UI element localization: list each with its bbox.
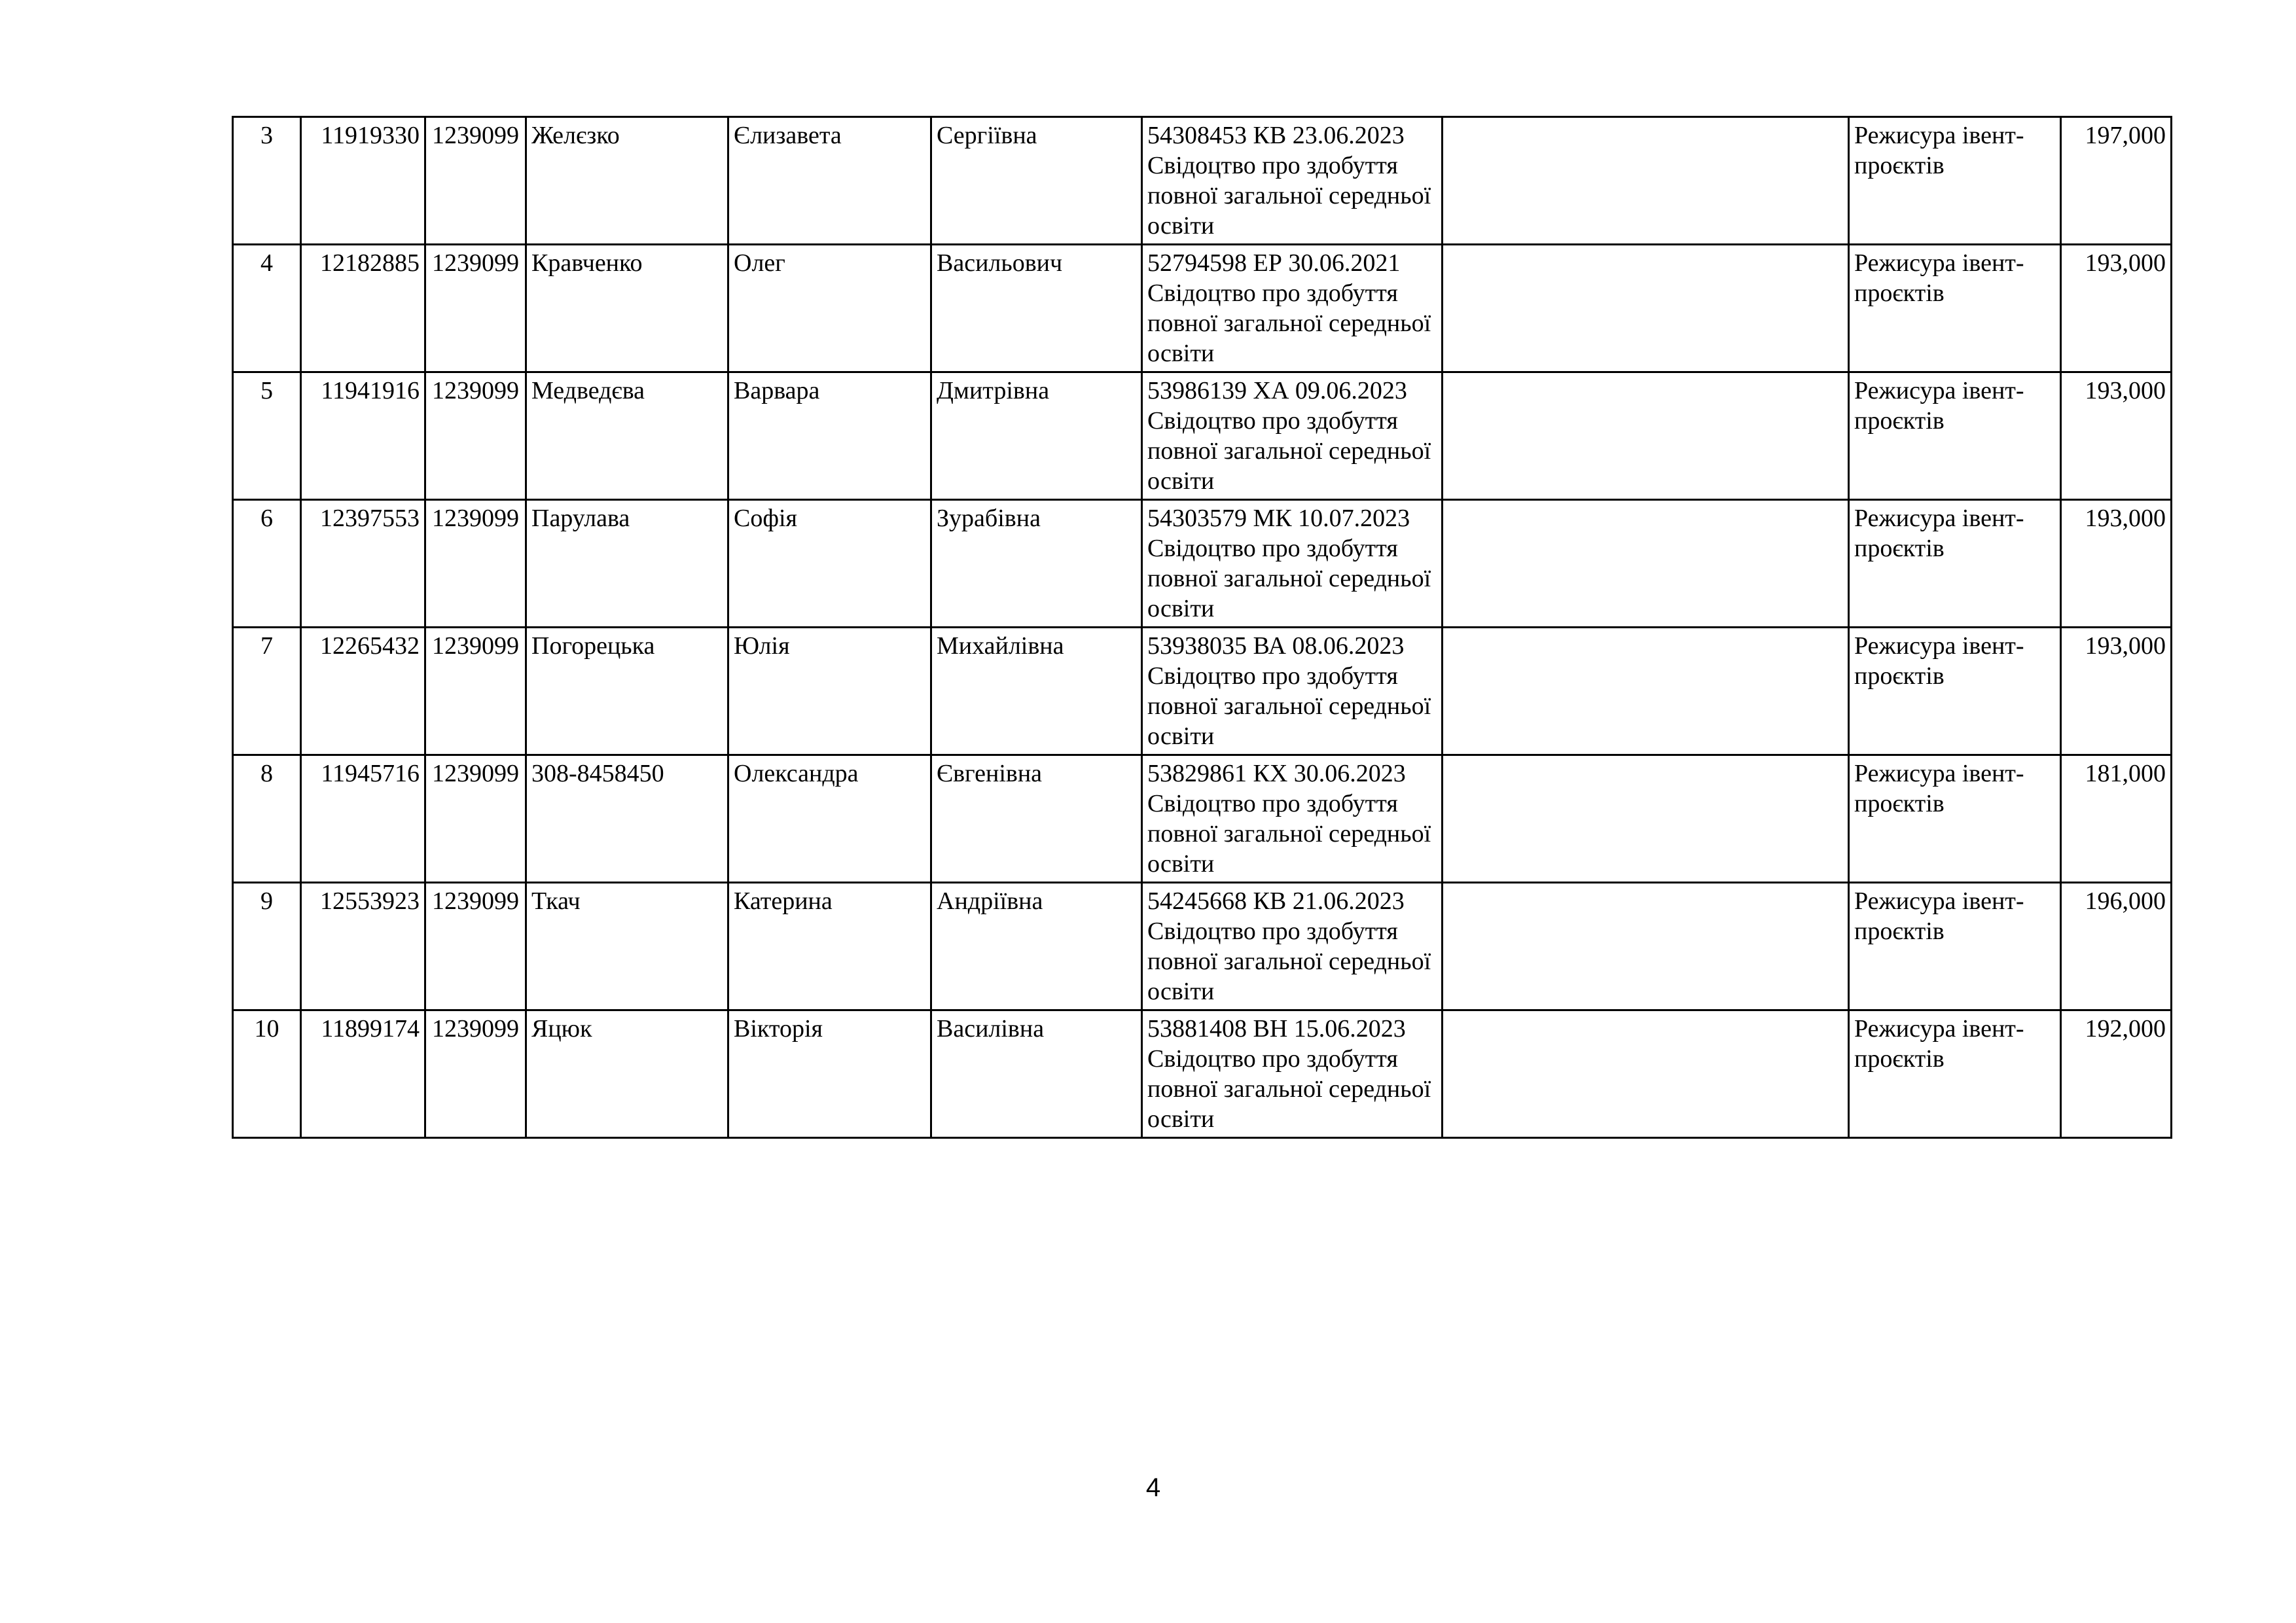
program-code-cell: 1239099 — [425, 755, 526, 883]
score-cell: 193,000 — [2061, 500, 2172, 628]
table-row — [233, 117, 2172, 245]
note-cell — [1443, 1010, 1849, 1138]
row-number-cell: 8 — [233, 755, 301, 883]
first-name-cell: Юлія — [728, 628, 931, 755]
note-cell — [1443, 372, 1849, 500]
applicant-id-cell: 12265432 — [301, 628, 425, 755]
table-row — [233, 245, 2172, 372]
patronymic-cell: Дмитрівна — [931, 372, 1142, 500]
program-code-cell: 1239099 — [425, 245, 526, 372]
program-cell: Режисура івент-проєктів — [1849, 628, 2061, 755]
table-body — [233, 117, 2172, 1138]
score-cell: 193,000 — [2061, 372, 2172, 500]
table-row — [233, 755, 2172, 883]
program-cell: Режисура івент-проєктів — [1849, 245, 2061, 372]
first-name-cell: Єлизавета — [728, 117, 931, 245]
program-cell: Режисура івент-проєктів — [1849, 117, 2061, 245]
document-cell: 54245668 КВ 21.06.2023 Свідоцтво про здобуття повної загальної середньої освіти — [1142, 883, 1443, 1010]
score-cell: 192,000 — [2061, 1010, 2172, 1138]
surname-cell: Яцюк — [526, 1010, 728, 1138]
surname-cell: Медведєва — [526, 372, 728, 500]
table-row — [233, 628, 2172, 755]
score-cell: 193,000 — [2061, 245, 2172, 372]
score-cell: 181,000 — [2061, 755, 2172, 883]
program-cell: Режисура івент-проєктів — [1849, 500, 2061, 628]
patronymic-cell: Василівна — [931, 1010, 1142, 1138]
note-cell — [1443, 755, 1849, 883]
applicant-id-cell: 12182885 — [301, 245, 425, 372]
applicants-table — [232, 116, 2172, 1139]
row-number-cell: 5 — [233, 372, 301, 500]
first-name-cell: Олександра — [728, 755, 931, 883]
table-row — [233, 883, 2172, 1010]
applicant-id-cell: 12553923 — [301, 883, 425, 1010]
program-code-cell: 1239099 — [425, 500, 526, 628]
document-cell: 54303579 МК 10.07.2023 Свідоцтво про здобуття повної загальної середньої освіти — [1142, 500, 1443, 628]
score-cell: 193,000 — [2061, 628, 2172, 755]
patronymic-cell: Євгенівна — [931, 755, 1142, 883]
score-cell: 197,000 — [2061, 117, 2172, 245]
surname-cell: Погорецька — [526, 628, 728, 755]
score-cell: 196,000 — [2061, 883, 2172, 1010]
program-code-cell: 1239099 — [425, 1010, 526, 1138]
row-number-cell: 9 — [233, 883, 301, 1010]
first-name-cell: Софія — [728, 500, 931, 628]
note-cell — [1443, 628, 1849, 755]
note-cell — [1443, 245, 1849, 372]
program-code-cell: 1239099 — [425, 372, 526, 500]
first-name-cell: Вікторія — [728, 1010, 931, 1138]
applicant-id-cell: 11919330 — [301, 117, 425, 245]
surname-cell: Желєзко — [526, 117, 728, 245]
document-cell: 53881408 ВН 15.06.2023 Свідоцтво про здобуття повної загальної середньої освіти — [1142, 1010, 1443, 1138]
table-row — [233, 500, 2172, 628]
surname-cell: 308-8458450 — [526, 755, 728, 883]
document-cell: 53986139 ХА 09.06.2023 Свідоцтво про здобуття повної загальної середньої освіти — [1142, 372, 1443, 500]
row-number-cell: 10 — [233, 1010, 301, 1138]
page-number: 4 — [1145, 1473, 1161, 1502]
patronymic-cell: Сергіївна — [931, 117, 1142, 245]
program-cell: Режисура івент-проєктів — [1849, 372, 2061, 500]
program-cell: Режисура івент-проєктів — [1849, 883, 2061, 1010]
patronymic-cell: Андріївна — [931, 883, 1142, 1010]
note-cell — [1443, 883, 1849, 1010]
program-code-cell: 1239099 — [425, 883, 526, 1010]
row-number-cell: 7 — [233, 628, 301, 755]
surname-cell: Ткач — [526, 883, 728, 1010]
applicant-id-cell: 12397553 — [301, 500, 425, 628]
patronymic-cell: Васильович — [931, 245, 1142, 372]
document-cell: 52794598 ЕР 30.06.2021 Свідоцтво про здобуття повної загальної середньої освіти — [1142, 245, 1443, 372]
applicant-id-cell: 11899174 — [301, 1010, 425, 1138]
applicant-id-cell: 11941916 — [301, 372, 425, 500]
first-name-cell: Олег — [728, 245, 931, 372]
program-cell: Режисура івент-проєктів — [1849, 1010, 2061, 1138]
document-cell: 53829861 КХ 30.06.2023 Свідоцтво про здобуття повної загальної середньої освіти — [1142, 755, 1443, 883]
table-row — [233, 372, 2172, 500]
row-number-cell: 4 — [233, 245, 301, 372]
document-cell: 54308453 КВ 23.06.2023 Свідоцтво про здобуття повної загальної середньої освіти — [1142, 117, 1443, 245]
surname-cell: Кравченко — [526, 245, 728, 372]
patronymic-cell: Михайлівна — [931, 628, 1142, 755]
surname-cell: Парулава — [526, 500, 728, 628]
first-name-cell: Катерина — [728, 883, 931, 1010]
note-cell — [1443, 117, 1849, 245]
patronymic-cell: Зурабівна — [931, 500, 1142, 628]
row-number-cell: 3 — [233, 117, 301, 245]
first-name-cell: Варвара — [728, 372, 931, 500]
program-cell: Режисура івент-проєктів — [1849, 755, 2061, 883]
program-code-cell: 1239099 — [425, 628, 526, 755]
applicant-id-cell: 11945716 — [301, 755, 425, 883]
note-cell — [1443, 500, 1849, 628]
row-number-cell: 6 — [233, 500, 301, 628]
document-cell: 53938035 ВА 08.06.2023 Свідоцтво про здобуття повної загальної середньої освіти — [1142, 628, 1443, 755]
table-row — [233, 1010, 2172, 1138]
program-code-cell: 1239099 — [425, 117, 526, 245]
